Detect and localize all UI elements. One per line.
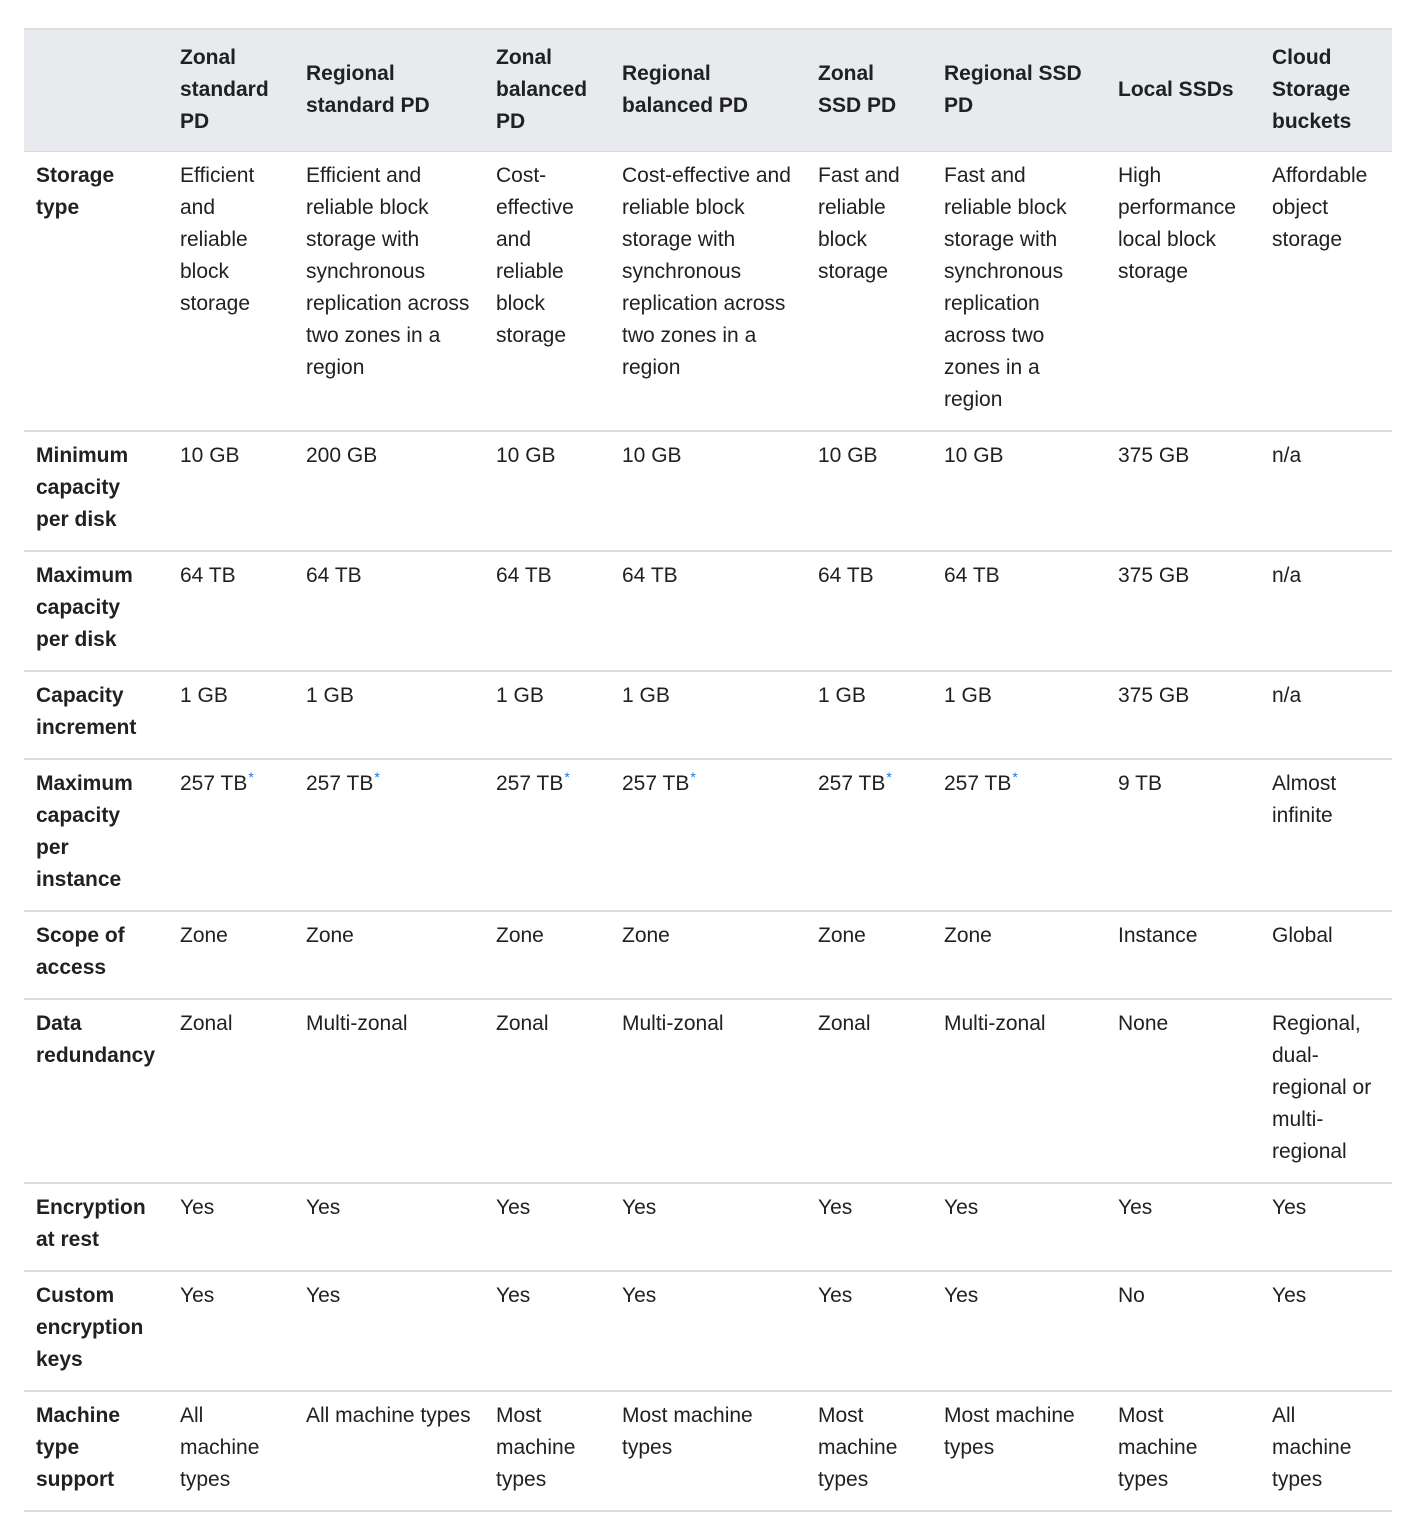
- cell-value: 375 GB: [1118, 683, 1190, 707]
- table-cell: [932, 911, 1106, 999]
- table-cell: [610, 911, 806, 999]
- table-cell: [484, 431, 610, 551]
- table-cell: [806, 671, 932, 759]
- table-cell: [168, 1391, 294, 1511]
- cell-value: Yes: [496, 1283, 531, 1307]
- table-cell: [484, 999, 610, 1183]
- cell-value: Yes: [944, 1195, 979, 1219]
- cell-value: n/a: [1272, 443, 1302, 467]
- cell-value: 1 GB: [944, 683, 992, 707]
- row-header-maximum-capacity-per-disk: Maximum capacity per disk: [24, 551, 168, 671]
- row-header-storage-type: Storage type: [24, 151, 168, 431]
- table-cell: [294, 431, 484, 551]
- cell-value: Yes: [496, 1195, 531, 1219]
- table-cell: [484, 911, 610, 999]
- cell-value: Yes: [306, 1195, 341, 1219]
- footnote-marker-link[interactable]: *: [248, 768, 254, 785]
- column-header-regional-balanced-pd: Regional balanced PD: [610, 29, 806, 151]
- cell-value: 10 GB: [944, 443, 1004, 467]
- table-cell: [806, 759, 932, 911]
- cell-value: 1 GB: [622, 683, 670, 707]
- table-cell: [484, 759, 610, 911]
- table-cell: [168, 1183, 294, 1271]
- table-row: [24, 911, 1392, 999]
- table-cell: [610, 1183, 806, 1271]
- cell-value: 64 TB: [622, 563, 678, 587]
- row-header-maximum-capacity-per-instance: Maximum capacity per instance: [24, 759, 168, 911]
- table-cell: [610, 151, 806, 431]
- table-cell: [294, 671, 484, 759]
- table-cell: [1260, 671, 1392, 759]
- table-cell: [1106, 1391, 1260, 1511]
- cell-value: Multi-zonal: [622, 1011, 724, 1035]
- cell-value: Most machine types: [1118, 1403, 1198, 1491]
- cell-value: All machine types: [1272, 1403, 1352, 1491]
- table-cell: [932, 1391, 1106, 1511]
- cell-value: Most machine types: [944, 1403, 1075, 1459]
- table-cell: [610, 431, 806, 551]
- cell-value: 1 GB: [496, 683, 544, 707]
- cell-value: 9 TB: [1118, 771, 1162, 795]
- footnote-marker-link[interactable]: *: [564, 768, 570, 785]
- cell-value: Zone: [180, 923, 228, 947]
- cell-value: Fast and reliable block storage with synchronous replication across two zones in a region: [944, 163, 1067, 411]
- table-row: [24, 759, 1392, 911]
- table-cell: [1260, 759, 1392, 911]
- cell-value: 257 TB: [496, 771, 564, 795]
- table-cell: [932, 1183, 1106, 1271]
- cell-value: Yes: [1272, 1195, 1307, 1219]
- table-cell: [1106, 759, 1260, 911]
- table-cell: [168, 759, 294, 911]
- table-cell: [294, 1183, 484, 1271]
- table-cell: [806, 551, 932, 671]
- table-cell: [806, 1183, 932, 1271]
- cell-value: All machine types: [306, 1403, 471, 1427]
- table-cell: [932, 551, 1106, 671]
- table-row: [24, 1271, 1392, 1391]
- cell-value: Instance: [1118, 923, 1198, 947]
- storage-comparison-table-container: [24, 28, 1392, 1512]
- cell-value: Almost infinite: [1272, 771, 1337, 827]
- table-row: [24, 551, 1392, 671]
- cell-value: 10 GB: [622, 443, 682, 467]
- cell-value: Yes: [622, 1195, 657, 1219]
- table-cell: [168, 151, 294, 431]
- column-header-zonal-standard-pd: Zonal standard PD: [168, 29, 294, 151]
- cell-value: 1 GB: [180, 683, 228, 707]
- table-row: [24, 151, 1392, 431]
- cell-value: Regional, dual-regional or multi-regional: [1272, 1011, 1372, 1163]
- row-header-minimum-capacity-per-disk: Minimum capacity per disk: [24, 431, 168, 551]
- row-header-custom-encryption-keys: Custom encryption keys: [24, 1271, 168, 1391]
- table-cell: [1106, 151, 1260, 431]
- table-cell: [610, 551, 806, 671]
- table-cell: [1260, 1391, 1392, 1511]
- row-header-encryption-at-rest: Encryption at rest: [24, 1183, 168, 1271]
- row-header-scope-of-access: Scope of access: [24, 911, 168, 999]
- column-header-regional-ssd-pd: Regional SSD PD: [932, 29, 1106, 151]
- cell-value: 257 TB: [306, 771, 374, 795]
- cell-value: 257 TB: [622, 771, 690, 795]
- table-cell: [168, 551, 294, 671]
- table-row: [24, 671, 1392, 759]
- cell-value: All machine types: [180, 1403, 260, 1491]
- table-cell: [1260, 431, 1392, 551]
- table-row: [24, 1391, 1392, 1511]
- cell-value: Affordable object storage: [1272, 163, 1368, 251]
- cell-value: No: [1118, 1283, 1145, 1307]
- table-cell: [294, 551, 484, 671]
- table-cell: [1260, 911, 1392, 999]
- table-cell: [168, 671, 294, 759]
- table-cell: [484, 1183, 610, 1271]
- table-cell: [1106, 911, 1260, 999]
- cell-value: 1 GB: [306, 683, 354, 707]
- header-row: [24, 29, 1392, 151]
- footnote-marker-link[interactable]: *: [886, 768, 892, 785]
- table-cell: [1260, 1271, 1392, 1391]
- cell-value: Zone: [496, 923, 544, 947]
- cell-value: n/a: [1272, 563, 1302, 587]
- table-cell: [1106, 999, 1260, 1183]
- cell-value: Zonal: [496, 1011, 549, 1035]
- cell-value: Yes: [180, 1283, 215, 1307]
- table-cell: [1106, 1183, 1260, 1271]
- table-header: [24, 29, 1392, 151]
- table-cell: [294, 911, 484, 999]
- cell-value: 257 TB: [944, 771, 1012, 795]
- cell-value: Yes: [818, 1195, 853, 1219]
- cell-value: High performance local block storage: [1118, 163, 1236, 283]
- table-cell: [484, 551, 610, 671]
- table-cell: [484, 1271, 610, 1391]
- table-cell: [610, 1391, 806, 1511]
- cell-value: Yes: [180, 1195, 215, 1219]
- table-cell: [294, 999, 484, 1183]
- cell-value: 1 GB: [818, 683, 866, 707]
- cell-value: Zonal: [180, 1011, 233, 1035]
- row-header-machine-type-support: Machine type support: [24, 1391, 168, 1511]
- footnote-marker-link[interactable]: *: [374, 768, 380, 785]
- table-cell: [610, 759, 806, 911]
- column-header-cloud-storage-buckets: Cloud Storage buckets: [1260, 29, 1392, 151]
- cell-value: Cost-effective and reliable block storage with synchronous replication across two zones in a region: [622, 163, 791, 379]
- table-cell: [1260, 551, 1392, 671]
- cell-value: Yes: [622, 1283, 657, 1307]
- cell-value: None: [1118, 1011, 1169, 1035]
- table-cell: [806, 1271, 932, 1391]
- cell-value: Global: [1272, 923, 1333, 947]
- cell-value: Yes: [306, 1283, 341, 1307]
- table-cell: [610, 1271, 806, 1391]
- table-cell: [610, 671, 806, 759]
- column-header-zonal-balanced-pd: Zonal balanced PD: [484, 29, 610, 151]
- table-cell: [1106, 551, 1260, 671]
- cell-value: Most machine types: [622, 1403, 753, 1459]
- header-corner: [24, 29, 168, 151]
- cell-value: 10 GB: [818, 443, 878, 467]
- cell-value: 257 TB: [818, 771, 886, 795]
- cell-value: 64 TB: [818, 563, 874, 587]
- cell-value: 64 TB: [306, 563, 362, 587]
- table-cell: [806, 1391, 932, 1511]
- table-cell: [806, 431, 932, 551]
- cell-value: Zonal: [818, 1011, 871, 1035]
- table-cell: [484, 151, 610, 431]
- row-header-data-redundancy: Data redundancy: [24, 999, 168, 1183]
- table-cell: [294, 1391, 484, 1511]
- cell-value: Efficient and reliable block storage with synchronous replication across two zones in a region: [306, 163, 470, 379]
- table-cell: [932, 151, 1106, 431]
- table-cell: [806, 151, 932, 431]
- table-cell: [806, 999, 932, 1183]
- table-cell: [932, 431, 1106, 551]
- table-cell: [1106, 671, 1260, 759]
- cell-value: Zone: [622, 923, 670, 947]
- cell-value: 375 GB: [1118, 563, 1190, 587]
- table-cell: [294, 151, 484, 431]
- cell-value: 64 TB: [496, 563, 552, 587]
- table-cell: [294, 759, 484, 911]
- cell-value: 10 GB: [180, 443, 240, 467]
- table-cell: [1260, 151, 1392, 431]
- cell-value: Zone: [306, 923, 354, 947]
- table-cell: [932, 671, 1106, 759]
- cell-value: Fast and reliable block storage: [818, 163, 900, 283]
- table-cell: [168, 999, 294, 1183]
- table-cell: [932, 759, 1106, 911]
- cell-value: Multi-zonal: [306, 1011, 408, 1035]
- table-cell: [806, 911, 932, 999]
- table-cell: [610, 999, 806, 1183]
- cell-value: n/a: [1272, 683, 1302, 707]
- table-row: [24, 999, 1392, 1183]
- table-cell: [1260, 999, 1392, 1183]
- cell-value: Yes: [944, 1283, 979, 1307]
- cell-value: Multi-zonal: [944, 1011, 1046, 1035]
- table-cell: [168, 1271, 294, 1391]
- cell-value: Most machine types: [496, 1403, 576, 1491]
- cell-value: 64 TB: [944, 563, 1000, 587]
- table-cell: [168, 431, 294, 551]
- cell-value: Cost-effective and reliable block storage: [496, 163, 574, 347]
- cell-value: Yes: [1118, 1195, 1153, 1219]
- table-cell: [484, 1391, 610, 1511]
- table-row: [24, 431, 1392, 551]
- footnote-marker-link[interactable]: *: [690, 768, 696, 785]
- table-row: [24, 1183, 1392, 1271]
- table-cell: [484, 671, 610, 759]
- row-header-capacity-increment: Capacity increment: [24, 671, 168, 759]
- table-cell: [294, 1271, 484, 1391]
- footnote-marker-link[interactable]: *: [1012, 768, 1018, 785]
- table-cell: [1106, 431, 1260, 551]
- cell-value: 64 TB: [180, 563, 236, 587]
- column-header-zonal-ssd-pd: Zonal SSD PD: [806, 29, 932, 151]
- column-header-regional-standard-pd: Regional standard PD: [294, 29, 484, 151]
- table-cell: [1260, 1183, 1392, 1271]
- cell-value: 10 GB: [496, 443, 556, 467]
- table-cell: [1106, 1271, 1260, 1391]
- table-body: [24, 151, 1392, 1511]
- table-cell: [168, 911, 294, 999]
- cell-value: Zone: [944, 923, 992, 947]
- storage-comparison-table: [24, 28, 1392, 1512]
- cell-value: Yes: [1272, 1283, 1307, 1307]
- column-header-local-ssds: Local SSDs: [1106, 29, 1260, 151]
- cell-value: 257 TB: [180, 771, 248, 795]
- table-cell: [932, 999, 1106, 1183]
- table-cell: [932, 1271, 1106, 1391]
- cell-value: Zone: [818, 923, 866, 947]
- cell-value: Yes: [818, 1283, 853, 1307]
- cell-value: Efficient and reliable block storage: [180, 163, 255, 315]
- cell-value: 375 GB: [1118, 443, 1190, 467]
- cell-value: Most machine types: [818, 1403, 898, 1491]
- cell-value: 200 GB: [306, 443, 378, 467]
